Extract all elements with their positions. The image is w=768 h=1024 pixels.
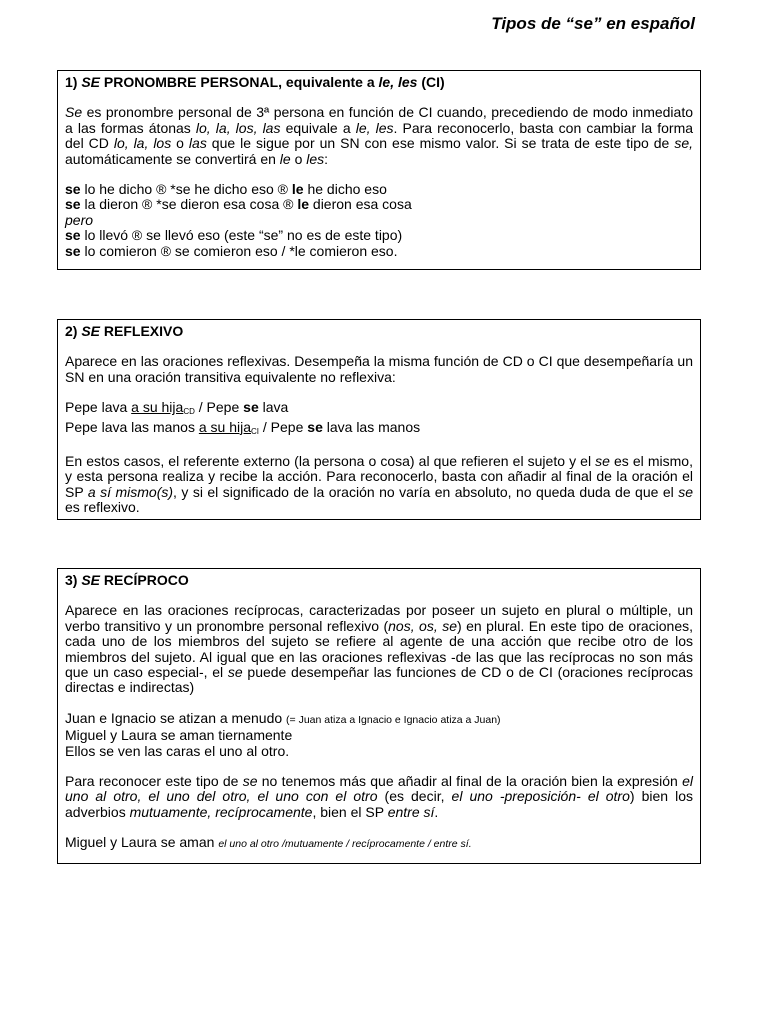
page-title: Tipos de “se” en español: [491, 14, 695, 33]
example-line: Juan e Ignacio se atizan a menudo (= Juan atiza a Ignacio e Ignacio atiza a Juan): [65, 709, 501, 726]
example-line: se lo llevó ® se llevó eso (este “se” no es de este tipo): [65, 227, 403, 244]
section-reciproco: [57, 568, 701, 864]
example-line: Miguel y Laura se aman tiernamente: [65, 727, 293, 744]
section-3-title: 3) SE RECÍPROCO: [65, 572, 189, 588]
section-2-title: 2) SE REFLEXIVO: [65, 323, 184, 339]
example-line: Miguel y Laura se aman el uno al otro /mutuamente / recíprocamente / entre sí.: [65, 834, 472, 851]
example-line: se lo comieron ® se comieron eso / *le comieron eso.: [65, 242, 398, 259]
section-2-paragraph: En estos casos, el referente externo (la persona o cosa) al que refieren el sujeto y el se es el mismo, y esta persona realiza y recibe la acción. Para reconocerlo, basta con añadir al final de la oración el SP a sí mismo(s), y si el significado de la oración no varía en absoluto, no queda duda de que el se es reflexivo.: [65, 453, 694, 516]
section-1-title: 1) SE PRONOMBRE PERSONAL, equivalente a le, les (CI): [65, 74, 445, 90]
example-line: se lo he dicho ® *se he dicho eso ® le he dicho eso: [65, 181, 387, 198]
section-3-paragraph: Aparece en las oraciones recíprocas, caracterizadas por poseer un sujeto en plural o múltiple, un verbo transitivo y un pronombre personal reflexivo (nos, os, se) en plural. En este tipo de oraciones, cada uno de los miembros del sujeto se refiere al agente de una acción que recibe otro de los miembros del sujeto. Al igual que en las oraciones reflexivas -de las que las recíprocas no son más que un caso especial-, el se puede desempeñar las funciones de CD o de CI (oraciones recíprocas directas e indirectas): [65, 602, 693, 696]
example-line: Ellos se ven las caras el uno al otro.: [65, 742, 290, 759]
example-line: Pepe lava las manos a su hija$_{CI}$ / Pepe se lava las manos: [65, 418, 421, 436]
example-line: pero: [65, 211, 94, 228]
section-reflexivo: [57, 319, 701, 520]
section-3-paragraph: Para reconocer este tipo de se no tenemos más que añadir al final de la oración bien la expresión el uno al otro, el uno del otro, el uno con el otro (es decir, el uno -preposición- el otro) bien los adverbios mutuamente, recíprocamente, bien el SP entre sí.: [65, 773, 694, 820]
section-1-paragraph: Se es pronombre personal de 3ª persona en función de CI cuando, precediendo de modo inmediato a las formas átonas lo, la, los, las equivale a le, les. Para reconocerlo, basta con cambiar la forma del CD lo, la, los o las que le sigue por un SN con ese mismo valor. Si se trata de este tipo de se, automáticamente se convertirá en le o les:: [65, 104, 694, 167]
example-line: Pepe lava a su hija$_{CD}$ / Pepe se lava: [65, 399, 289, 417]
section-pronombre-personal: [57, 70, 701, 270]
section-2-paragraph: Aparece en las oraciones reflexivas. Desempeña la misma función de CD o CI que desempeñaría un SN en una oración transitiva equivalente no reflexiva:: [65, 353, 693, 385]
example-line: se la dieron ® *se dieron esa cosa ® le dieron esa cosa: [65, 196, 412, 213]
